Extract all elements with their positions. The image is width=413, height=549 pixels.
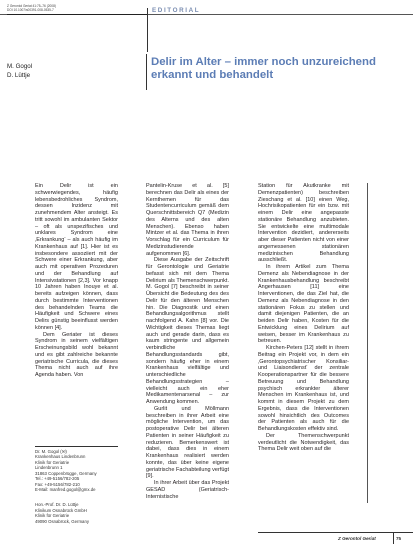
section-label: EDITORIAL <box>152 7 201 14</box>
affiliation-line: Fax: +49-5156/782-210 <box>35 481 80 487</box>
footer-journal-name: Z Gerontol Geriat <box>338 536 376 541</box>
text-column-2 <box>146 183 229 500</box>
author-list <box>7 62 32 80</box>
article-title: Delir im Alter – immer noch unzureichend erkannt und behandelt <box>151 56 376 81</box>
affiliation-line: Dr. M. Gogol (✉) <box>35 448 67 454</box>
email-link[interactable]: E-Mail: manfred.gogol@gmx.de <box>35 487 96 492</box>
paragraph: Gurlit und Möllmann beschreiben in ihrer Arbeit eine mögliche Intervention, um das postoperative Delir bei älteren Patienten in seiner Häufigkeit zu reduzieren. Bemerkenswert ist dabei, dass dies in einem Krankenhaus realisiert werden konnte, das über keine eigene geriatrische Fachabteilung verfügt [9]. <box>146 405 229 480</box>
text-column-3 <box>258 183 349 453</box>
affiliation-line: Krankenhaus Lindenbrunn <box>35 454 86 459</box>
header-divider <box>147 8 148 52</box>
paragraph: Dem Geriater ist dieses Syndrom in seinem vielfältigen Erscheinungsbild wohl bekannt und es gibt zahlreiche bekannte geriatrische Curricula, die dieses Thema nicht auch auf ihre Agenda haben. Von <box>35 331 118 378</box>
affiliation-line: Klinik für Geriatrie <box>35 513 70 518</box>
affiliation-line: Tel.: +49-5156/782-205 <box>35 476 80 481</box>
paragraph: Diese Ausgabe der Zeitschrift für Gerontologie und Geriatrie befasst sich mit dem Thema Delirium als Themenschwerpunkt. M. Gogol [7] beschreibt in seiner Übersicht die Bedeutung des des Delir für den älteren Menschen hin. Die Diagnostik und einen Behandlungsalgorithmus stellt nachfolgend A. Kahn [8] vor. Die Wichtigkeit dieses Themas liegt auch und gerade darin, dass es kaum stringente und allgemein verbindliche Behandlungsstandards gibt, sondern häufig eher in einem Krankenhaus vielfältige und unterschiedliche Behandlungsstrategien – vielleicht auch ein eher Medikamentenarsenal – zur Anwendung kommen. <box>146 257 229 405</box>
footer-divider <box>393 532 394 544</box>
affiliation-line: Hon.-Prof. Dr. D. Lüttje <box>35 502 79 507</box>
paragraph: Kirchen-Peters [12] stellt in ihrem Beitrag ein Projekt vor, in dem ein ‚Gerontopsychiatrischer Konsiliar- und Liaisondienst‘ der zentrale Kooperationspartner für die bessere Betreuung und Behandlung psychisch erkrankter älterer Menschen im Krankenhaus ist, und kommt in diesem Projekt zu dem Ergebnis, dass die Interventionen sowohl hinsichtlich des Outcomes der Patienten als auch für die Behandlungskosten effektiv sind. <box>258 345 349 432</box>
title-divider <box>146 54 147 90</box>
paragraph: Station für Akutkranke mit Demenzpatienten) beschreiben Zieschang et al. [10] einen Weg, Hochrisikopatienten für ein bzw. mit einem Delir eine angepasste stationäre Behandlung anzubieten. Sie entwickelte eine multimodale Intervention dezidiert, andererseits aber dieser Patienten nicht von einer angemessenen stationären medizinischen Behandlung ausschließt. <box>258 183 349 264</box>
affiliation-block <box>35 502 118 524</box>
affiliation-line: 31863 Coppenbrügge, Germany <box>35 470 97 476</box>
affiliation-line: Klinikum Osnabrück GmbH <box>35 507 87 513</box>
page-number: 75 <box>396 536 402 541</box>
affiliation-line: Klinik für Geriatrie <box>35 459 70 465</box>
paragraph: Ein Delir ist ein schwerwiegendes, häufig lebensbedrohliches Syndrom, dessen Inzidenz mit zunehmendem Alter ansteigt. Es tritt sowohl im ambulanten Sektor – oft als unspezifisches und unklares Syndrom eine ‚Erkrankung‘ – als auch häufig im Krankenhaus auf [1]. Hier ist es insbesondere assoziiert mit der Schwere einer Erkrankung, aber auch mit operativen Prozeduren und der Behandlung auf Intensivstationen [2,3]. Vor knapp 10 Jahren haben Inouye et al. bereits aufzeigen können, dass durch bestimmte Interventionen des behandelnden Teams die Häufigkeit und Schwere eines Delirs günstig beeinflusst werden können [4]. <box>35 183 118 331</box>
affiliation-line: 49090 Osnabrück, Germany <box>35 518 89 524</box>
author-name: M. Gogol <box>7 63 33 70</box>
paragraph: Pantelin-Kruse et al. [5] berechnen das Delir als eines der Kernthemen für das Studentencurriculum gemäß dem Querschnittsbereich Q7 (Medizin des Alterns und des alten Menschen). Ebenso haben Mintzer et al. das Thema in ihren Vorschlag für ein Curriculum für Medizinstudierende aufgenommen [6]. <box>146 183 229 257</box>
text-column-1 <box>35 183 118 379</box>
paragraph: Der Themenschwerpunkt verdeutlicht die Notwendigkeit, das Thema Delir weit oben auf die <box>258 432 349 453</box>
affiliation-block <box>35 444 118 493</box>
margin-rule <box>367 183 368 503</box>
affiliation-line: Lindenbrunn 1 <box>35 465 63 470</box>
paragraph: In ihrem Artikel zum Thema Demenz als Nebendiagnose in der Krankenhausbehandlung beschreibt Angerhausen [11] eine Interventionen, die das Ziel hat, die Demenz als Nebendiagnose in den stationären Fokus zu stellen und damit diejenigen Patienten, die an beiden Delir haben, Kosten für die Entwicklung eines Delirium auf weisen, besser im Krankenhaus zu betreuen. <box>258 264 349 345</box>
affiliation-rule <box>35 446 118 447</box>
header-rule-left <box>7 14 147 15</box>
footer-rule <box>258 532 413 533</box>
author-name: D. Lüttje <box>7 72 31 79</box>
journal-info: Z Gerontol Geriat 41:75–76 (2008) DOI 10.1007/s00391-008-0535-7 <box>7 4 56 13</box>
paragraph: In ihrer Arbeit über das Projekt GESAD (Geriatrisch-Internistische <box>146 480 229 500</box>
